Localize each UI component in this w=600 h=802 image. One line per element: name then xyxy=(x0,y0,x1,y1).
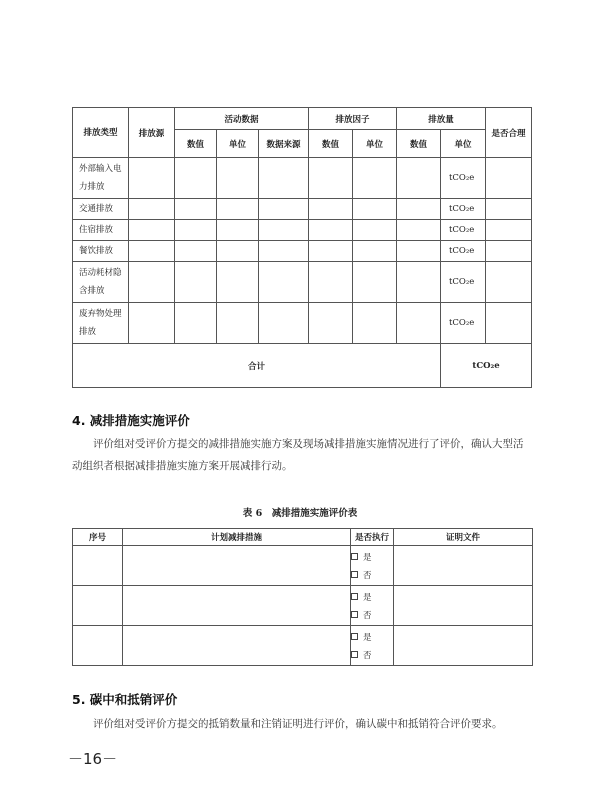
header-emission-source: 排放源 xyxy=(129,108,175,158)
row-unit: tCO₂e xyxy=(441,199,486,220)
checkbox-no[interactable]: 否 xyxy=(351,606,393,624)
header-emission-amount: 排放量 xyxy=(397,108,486,130)
row-type: 住宿排放 xyxy=(73,220,129,241)
checkbox-yes[interactable]: 是 xyxy=(351,628,393,646)
section-4-heading: 4. 减排措施实施评价 xyxy=(72,413,190,428)
section-5-paragraph: 评价组对受评价方提交的抵销数量和注销证明进行评价，确认碳中和抵销符合评价要求。 xyxy=(93,718,503,730)
header-amount-value: 数值 xyxy=(397,130,441,158)
row-type: 餐饮排放 xyxy=(73,241,129,262)
table-6-caption: 表 6 减排措施实施评价表 xyxy=(242,508,358,519)
row-unit: tCO₂e xyxy=(441,262,486,303)
header-planned-measures: 计划减排措施 xyxy=(123,529,351,546)
header-emission-type: 排放类型 xyxy=(73,108,129,158)
header-activity-data: 活动数据 xyxy=(175,108,309,130)
header-emission-factor: 排放因子 xyxy=(309,108,397,130)
row-type: 外部输入电力排放 xyxy=(73,158,129,199)
table-row xyxy=(73,158,532,199)
row-unit: tCO₂e xyxy=(441,303,486,344)
table-row xyxy=(73,262,532,303)
header-serial: 序号 xyxy=(73,529,123,546)
header-amount-unit: 单位 xyxy=(441,130,486,158)
header-activity-value: 数值 xyxy=(175,130,217,158)
row-type: 废弃物处理排放 xyxy=(73,303,129,344)
checkbox-icon xyxy=(351,633,358,640)
table-row xyxy=(73,586,533,626)
row-type: 活动耗材隐含排放 xyxy=(73,262,129,303)
section-4-paragraph: 评价组对受评价方提交的减排措施实施方案及现场减排措施实施情况进行了评价，确认大型活动组织者根据减排措施实施方案开展减排行动。 xyxy=(72,438,524,472)
row-type: 交通排放 xyxy=(73,199,129,220)
table-row xyxy=(73,303,532,344)
total-unit: tCO₂e xyxy=(441,344,532,388)
total-label: 合计 xyxy=(73,344,441,388)
row-unit: tCO₂e xyxy=(441,158,486,199)
header-proof-documents: 证明文件 xyxy=(394,529,533,546)
header-factor-value: 数值 xyxy=(309,130,353,158)
header-factor-unit: 单位 xyxy=(353,130,397,158)
table-row xyxy=(73,220,532,241)
page-number: －16－ xyxy=(68,750,118,768)
total-row xyxy=(73,344,532,388)
checkbox-icon xyxy=(351,593,358,600)
table-row xyxy=(73,199,532,220)
row-unit: tCO₂e xyxy=(441,220,486,241)
table-row xyxy=(73,546,533,586)
checkbox-icon xyxy=(351,611,358,618)
table-row xyxy=(73,626,533,666)
checkbox-yes[interactable]: 是 xyxy=(351,588,393,606)
checkbox-no[interactable]: 否 xyxy=(351,646,393,664)
header-activity-unit: 单位 xyxy=(217,130,259,158)
header-reasonable: 是否合理 xyxy=(486,108,532,158)
header-executed: 是否执行 xyxy=(351,529,394,546)
checkbox-icon xyxy=(351,571,358,578)
row-unit: tCO₂e xyxy=(441,241,486,262)
checkbox-yes[interactable]: 是 xyxy=(351,548,393,566)
emission-table xyxy=(72,107,532,388)
section-5-heading: 5. 碳中和抵销评价 xyxy=(72,692,178,707)
header-activity-data-source: 数据来源 xyxy=(259,130,309,158)
measures-table xyxy=(72,528,533,666)
table-row xyxy=(73,241,532,262)
checkbox-no[interactable]: 否 xyxy=(351,566,393,584)
checkbox-icon xyxy=(351,651,358,658)
checkbox-icon xyxy=(351,553,358,560)
